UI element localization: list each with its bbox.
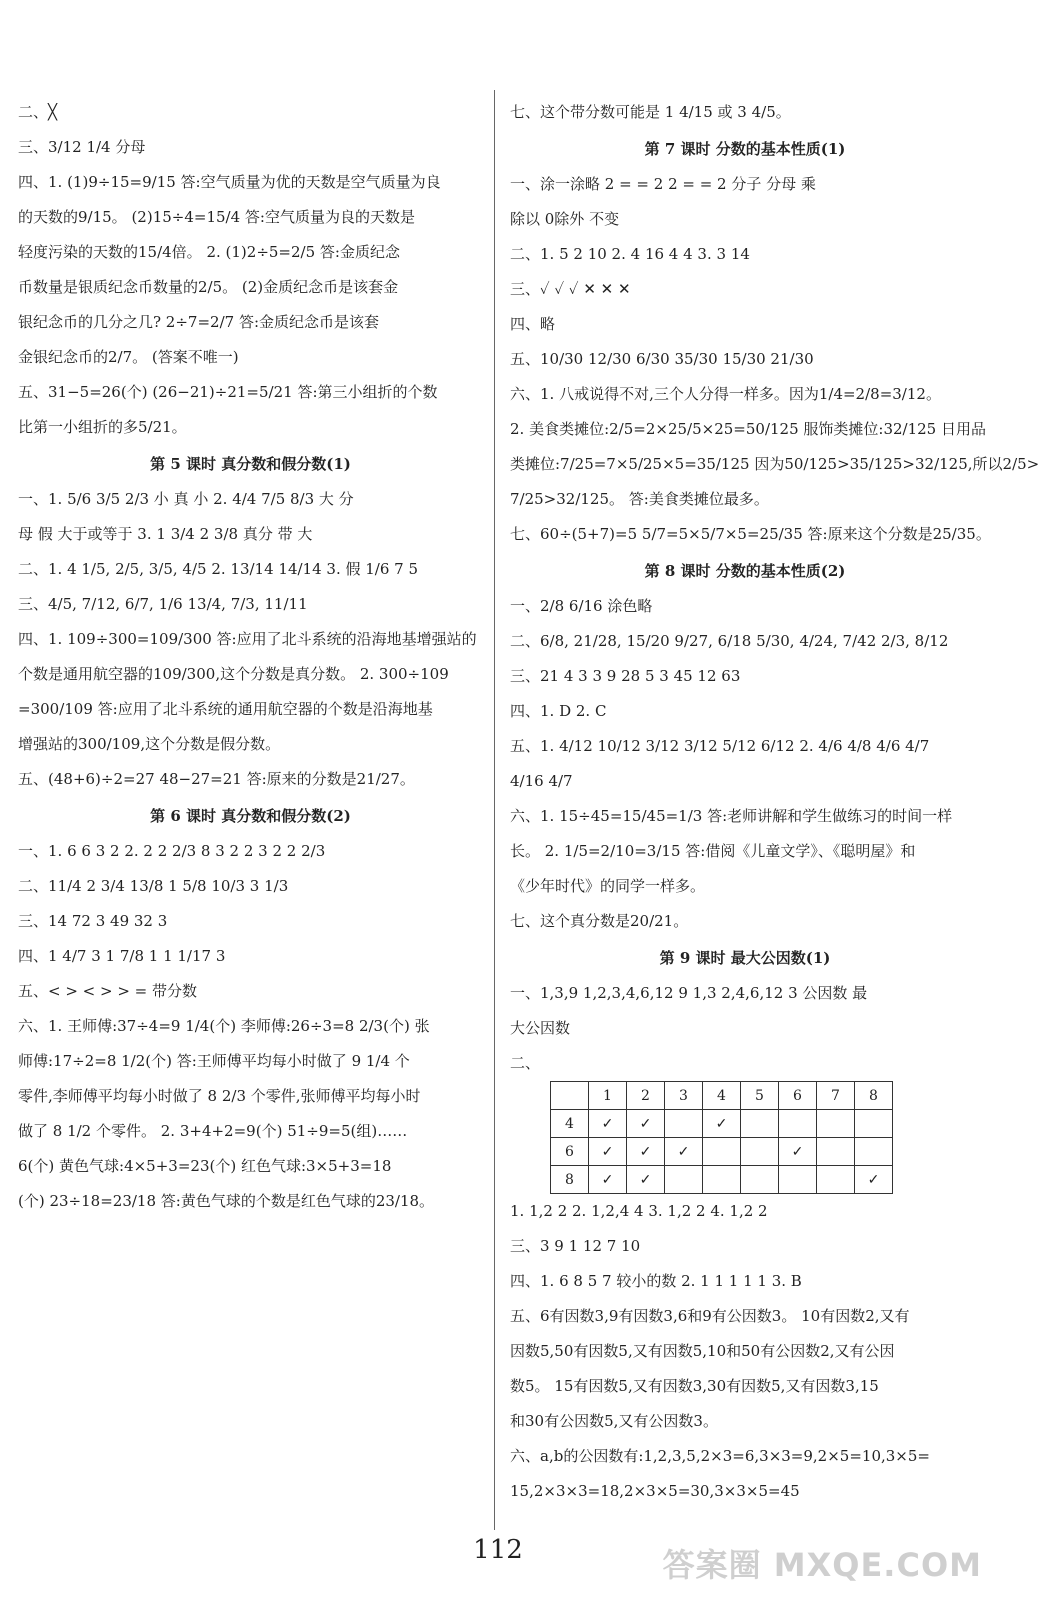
table-header-cell <box>551 1082 589 1110</box>
lesson-heading: 第 6 课时 真分数和假分数(2) <box>150 807 351 825</box>
table-cell: ✓ <box>627 1166 665 1194</box>
table-cell: 6 <box>551 1138 589 1166</box>
answer-line: 四、1. (1)9÷15=9/15 答:空气质量为优的天数是空气质量为良 <box>18 173 441 191</box>
answer-line: 三、✓ ✓ ✓ ✕ ✕ ✕ <box>510 280 631 298</box>
table-header-cell: 1 <box>589 1082 627 1110</box>
table-header-cell: 2 <box>627 1082 665 1110</box>
answer-line: 二、1. 4 1/5, 2/5, 3/5, 4/5 2. 13/14 14/14 3. 假 1/6 7 5 <box>18 560 419 578</box>
answer-line: 零件,李师傅平均每小时做了 8 2/3 个零件,张师傅平均每小时 <box>18 1087 421 1105</box>
table-cell <box>703 1138 741 1166</box>
answer-line: 银纪念币的几分之几? 2÷7=2/7 答:金质纪念币是该套 <box>18 313 379 331</box>
answer-line: 和30有公因数5,又有公因数3。 <box>510 1412 718 1430</box>
table-cell: ✓ <box>589 1166 627 1194</box>
table-row <box>551 1166 893 1194</box>
table-cell: 8 <box>551 1166 589 1194</box>
answer-line: 六、1. 八戒说得不对,三个人分得一样多。因为1/4=2/8=3/12。 <box>510 385 941 403</box>
answer-line: 五、(48+6)÷2=27 48−27=21 答:原来的分数是21/27。 <box>18 770 415 788</box>
table-header-cell: 7 <box>817 1082 855 1110</box>
table-cell <box>779 1110 817 1138</box>
column-divider <box>494 90 495 1530</box>
answer-line: 币数量是银质纪念币数量的2/5。 (2)金质纪念币是该套金 <box>18 278 399 296</box>
answer-line: 三、14 72 3 49 32 3 <box>18 912 168 930</box>
table-header-cell: 4 <box>703 1082 741 1110</box>
answer-line: 五、< > < > > = 带分数 <box>18 982 198 1000</box>
lesson-heading: 第 7 课时 分数的基本性质(1) <box>644 140 846 158</box>
answer-line: 五、1. 4/12 10/12 3/12 3/12 5/12 6/12 2. 4/6 4/8 4/6 4/7 <box>510 737 930 755</box>
answer-line: 三、3/12 1/4 分母 <box>18 138 146 156</box>
answer-line: =300/109 答:应用了北斗系统的通用航空器的个数是沿海地基 <box>18 700 433 718</box>
left-column <box>18 95 483 1219</box>
table-cell <box>855 1138 893 1166</box>
answer-line: 二、╳ <box>18 103 58 121</box>
answer-line: 三、4/5, 7/12, 6/7, 1/6 13/4, 7/3, 11/11 <box>18 595 308 613</box>
answer-line: 15,2×3×3=18,2×3×5=30,3×3×5=45 <box>510 1482 800 1500</box>
table-cell <box>741 1138 779 1166</box>
answer-line: 一、1. 6 6 3 2 2. 2 2 2/3 8 3 2 2 3 2 2 2/3 <box>18 842 326 860</box>
answer-line: 七、这个带分数可能是 1 4/15 或 3 4/5。 <box>510 103 791 121</box>
table-cell: ✓ <box>779 1138 817 1166</box>
answer-line: 七、60÷(5+7)=5 5/7=5×5/7×5=25/35 答:原来这个分数是25/35。 <box>510 525 991 543</box>
answer-line: 1. 1,2 2 2. 1,2,4 4 3. 1,2 2 4. 1,2 2 <box>510 1202 768 1220</box>
answer-line: 四、略 <box>510 315 556 333</box>
answer-line: 六、1. 王师傅:37÷4=9 1/4(个) 李师傅:26÷3=8 2/3(个) 张 <box>18 1017 430 1035</box>
answer-line: 6(个) 黄色气球:4×5+3=23(个) 红色气球:3×5+3=18 <box>18 1157 392 1175</box>
lesson-heading: 第 9 课时 最大公因数(1) <box>659 949 831 967</box>
table-header-cell: 6 <box>779 1082 817 1110</box>
answer-line: 二、1. 5 2 10 2. 4 16 4 4 3. 3 14 <box>510 245 750 263</box>
page-number: 112 <box>473 1535 523 1565</box>
table-cell: ✓ <box>627 1110 665 1138</box>
answer-line: 三、21 4 3 3 9 28 5 3 45 12 63 <box>510 667 741 685</box>
table-cell <box>665 1166 703 1194</box>
answer-line: 除以 0除外 不变 <box>510 210 620 228</box>
lesson-heading: 第 8 课时 分数的基本性质(2) <box>644 562 846 580</box>
table-cell: ✓ <box>589 1138 627 1166</box>
answer-line: 七、这个真分数是20/21。 <box>510 912 689 930</box>
watermark: 答案圈 MXQE.COM <box>662 1546 982 1584</box>
answer-line: 轻度污染的天数的15/4倍。 2. (1)2÷5=2/5 答:金质纪念 <box>18 243 400 261</box>
answer-line: (个) 23÷18=23/18 答:黄色气球的个数是红色气球的23/18。 <box>18 1192 435 1210</box>
table-cell: ✓ <box>855 1166 893 1194</box>
answer-line: 类摊位:7/25=7×5/25×5=35/125 因为50/125>35/125>32/125,所以2/5> <box>510 455 1039 473</box>
answer-line: 五、10/30 12/30 6/30 35/30 15/30 21/30 <box>510 350 814 368</box>
answer-line: 金银纪念币的2/7。 (答案不唯一) <box>18 348 239 366</box>
answer-line: 四、1. 109÷300=109/300 答:应用了北斗系统的沿海地基增强站的 <box>18 630 477 648</box>
answer-line: 做了 8 1/2 个零件。 2. 3+4+2=9(个) 51÷9=5(组)…… <box>18 1122 408 1140</box>
table-cell: ✓ <box>665 1138 703 1166</box>
table-cell: ✓ <box>589 1110 627 1138</box>
answer-line: 五、31−5=26(个) (26−21)÷21=5/21 答:第三小组折的个数 <box>18 383 438 401</box>
answer-line: 一、涂一涂略 2 = = 2 2 = = 2 分子 分母 乘 <box>510 175 816 193</box>
answer-line: 六、1. 15÷45=15/45=1/3 答:老师讲解和学生做练习的时间一样 <box>510 807 953 825</box>
answer-line: 大公因数 <box>510 1019 571 1037</box>
common-factor-table <box>550 1081 893 1194</box>
answer-line: 二、11/4 2 3/4 13/8 1 5/8 10/3 3 1/3 <box>18 877 289 895</box>
answer-line: 7/25>32/125。 答:美食类摊位最多。 <box>510 490 769 508</box>
answer-line: 长。 2. 1/5=2/10=3/15 答:借阅《儿童文学》、《聪明屋》和 <box>510 842 916 860</box>
answer-line: 数5。 15有因数5,又有因数3,30有因数5,又有因数3,15 <box>510 1377 879 1395</box>
answer-line: 《少年时代》的同学一样多。 <box>510 877 706 895</box>
right-column <box>510 95 1039 1509</box>
answer-line: 二、6/8, 21/28, 15/20 9/27, 6/18 5/30, 4/24, 7/42 2/3, 8/12 <box>510 632 949 650</box>
table-header-row <box>551 1082 893 1110</box>
answer-line: 三、3 9 1 12 7 10 <box>510 1237 641 1255</box>
table-row <box>551 1138 893 1166</box>
table-header-cell: 3 <box>665 1082 703 1110</box>
table-cell <box>817 1110 855 1138</box>
table-cell: ✓ <box>703 1110 741 1138</box>
answer-line: 母 假 大于或等于 3. 1 3/4 2 3/8 真分 带 大 <box>18 525 313 543</box>
answer-line: 师傅:17÷2=8 1/2(个) 答:王师傅平均每小时做了 9 1/4 个 <box>18 1052 410 1070</box>
table-cell <box>855 1110 893 1138</box>
answer-line: 一、1,3,9 1,2,3,4,6,12 9 1,3 2,4,6,12 3 公因数 最 <box>510 984 868 1002</box>
answer-line: 的天数的9/15。 (2)15÷4=15/4 答:空气质量为良的天数是 <box>18 208 415 226</box>
answer-line: 增强站的300/109,这个分数是假分数。 <box>18 735 281 753</box>
answer-line: 因数5,50有因数5,又有因数5,10和50有公因数2,又有公因 <box>510 1342 895 1360</box>
answer-line: 四、1. 6 8 5 7 较小的数 2. 1 1 1 1 1 3. B <box>510 1272 802 1290</box>
answer-line: 一、2/8 6/16 涂色略 <box>510 597 653 615</box>
answer-line: 比第一小组折的多5/21。 <box>18 418 187 436</box>
answer-line: 四、1 4/7 3 1 7/8 1 1 1/17 3 <box>18 947 226 965</box>
table-cell <box>741 1166 779 1194</box>
table-cell: ✓ <box>627 1138 665 1166</box>
table-header-cell: 5 <box>741 1082 779 1110</box>
table-cell <box>817 1138 855 1166</box>
table-cell <box>817 1166 855 1194</box>
table-cell <box>779 1166 817 1194</box>
answer-line: 2. 美食类摊位:2/5=2×25/5×25=50/125 服饰类摊位:32/125 日用品 <box>510 420 986 438</box>
table-row <box>551 1110 893 1138</box>
table-cell <box>665 1110 703 1138</box>
answer-line: 个数是通用航空器的109/300,这个分数是真分数。 2. 300÷109 <box>18 665 449 683</box>
table-label: 二、 <box>510 1054 541 1072</box>
table-cell: 4 <box>551 1110 589 1138</box>
answer-line: 一、1. 5/6 3/5 2/3 小 真 小 2. 4/4 7/5 8/3 大 分 <box>18 490 354 508</box>
table-cell <box>703 1166 741 1194</box>
answer-line: 五、6有因数3,9有因数3,6和9有公因数3。 10有因数2,又有 <box>510 1307 910 1325</box>
answer-line: 4/16 4/7 <box>510 772 573 790</box>
answer-line: 六、a,b的公因数有:1,2,3,5,2×3=6,3×3=9,2×5=10,3×5= <box>510 1447 930 1465</box>
lesson-heading: 第 5 课时 真分数和假分数(1) <box>150 455 351 473</box>
table-cell <box>741 1110 779 1138</box>
table-header-cell: 8 <box>855 1082 893 1110</box>
answer-line: 四、1. D 2. C <box>510 702 607 720</box>
